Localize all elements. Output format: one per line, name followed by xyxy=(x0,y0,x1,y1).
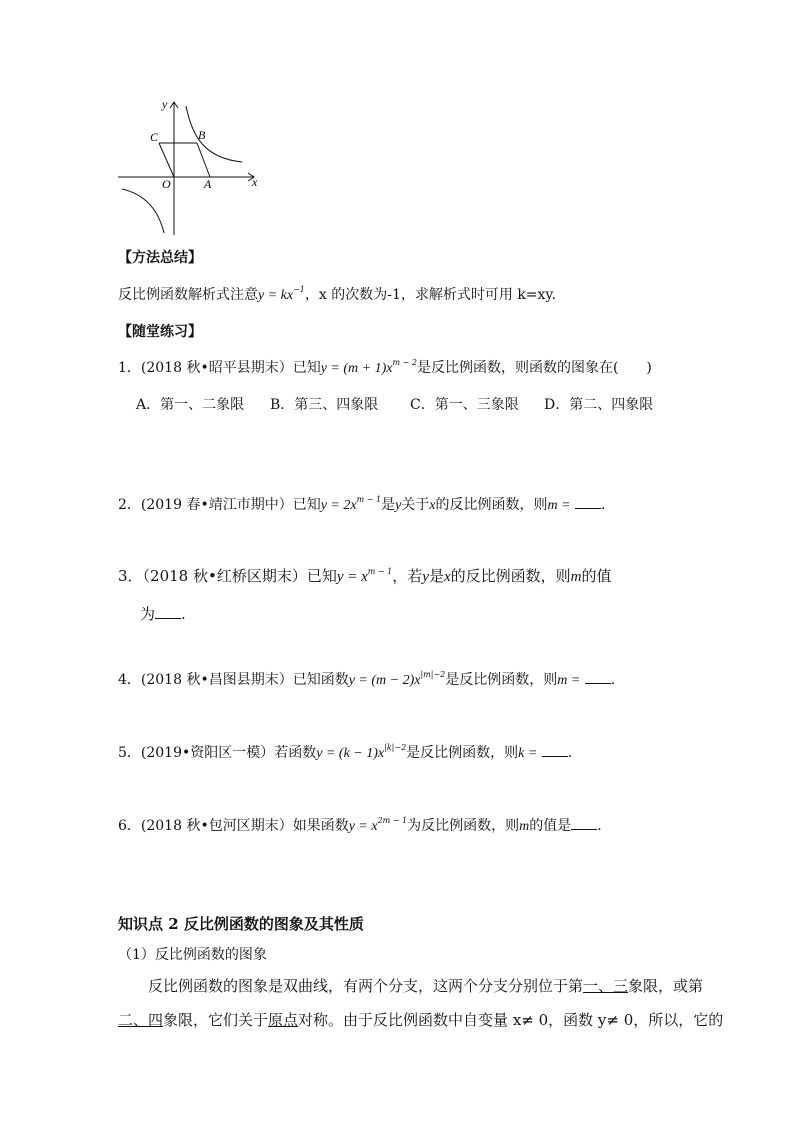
q1-option-b[interactable]: B．第三、四象限 xyxy=(270,397,379,413)
q2-answer-var: m = xyxy=(547,498,571,513)
q4-prefix: 4．(2018 秋•昌图县期末）已知函数 xyxy=(118,672,349,688)
method-text-before: 反比例函数解析式注意 xyxy=(118,287,258,303)
q6-suffix: 为反比例函数，则 xyxy=(407,818,520,834)
q3-exp: m − 1 xyxy=(367,567,393,576)
p2-text-a: 象限，它们关于 xyxy=(163,1011,269,1029)
q5-answer-blank[interactable] xyxy=(542,744,568,757)
section-2-subtitle: （1）反比例函数的图象 xyxy=(118,947,267,963)
p1-underline-1: 一、三 xyxy=(583,977,629,995)
q4-formula: y = (m − 2)x xyxy=(348,673,421,688)
q3-formula: y = x xyxy=(336,569,368,585)
question-4 xyxy=(118,670,615,692)
question-5 xyxy=(118,743,572,765)
q4-exp: |m|−2 xyxy=(420,670,446,679)
q5-end: . xyxy=(567,745,573,761)
q2-formula: y = 2x xyxy=(320,498,357,513)
label-x: x xyxy=(252,175,258,189)
hyperbola-graph xyxy=(112,96,272,241)
q4-answer-blank[interactable] xyxy=(585,671,611,684)
q3-end2: . xyxy=(181,605,186,623)
p2-underline-2: 原点 xyxy=(268,1011,299,1029)
question-3-line-2 xyxy=(140,603,186,625)
q4-end: . xyxy=(610,672,616,688)
q6-var-m: m xyxy=(519,819,530,834)
segment-ba xyxy=(197,143,210,177)
q2-suffix: 的反比例函数，则 xyxy=(435,497,548,513)
label-y: y xyxy=(162,97,168,111)
q3-mid: ，若 xyxy=(392,567,423,585)
q2-prefix: 2．(2019 春•靖江市期中）已知 xyxy=(118,497,321,513)
label-o: O xyxy=(162,177,171,191)
question-2 xyxy=(118,495,605,517)
method-text-after: ，x 的次数为-1，求解析式时可用 k=xy. xyxy=(304,287,556,303)
q3-suffix: 的反比例函数，则 xyxy=(450,567,571,585)
q1-prefix: 1．(2018 秋•昭平县期末）已知 xyxy=(118,360,321,376)
q3-var-y: y xyxy=(422,569,429,585)
p2-text-b: 对称。由于反比例函数中自变量 x≠ 0，函数 y≠ 0，所以，它的 xyxy=(298,1011,724,1029)
q1-exp: m − 2 xyxy=(392,358,417,367)
q6-exp: 2m − 1 xyxy=(377,816,408,825)
q5-formula: y = (k − 1)x xyxy=(316,746,385,761)
method-formula-exp: −1 xyxy=(293,285,305,294)
q4-suffix: 是反比例函数，则 xyxy=(445,672,558,688)
method-formula: y = kx xyxy=(258,288,294,303)
q2-var-x: x xyxy=(429,498,436,513)
section-2-title: 知识点 2 反比例函数的图象及其性质 xyxy=(118,915,364,933)
q3-answer-blank[interactable] xyxy=(155,606,181,619)
q6-prefix: 6．(2018 秋•包河区期末）如果函数 xyxy=(118,818,349,834)
label-b: B xyxy=(198,128,206,142)
p1-text-b: 象限，或第 xyxy=(628,977,704,995)
method-text xyxy=(118,285,556,307)
label-c: C xyxy=(150,130,159,144)
segment-co xyxy=(159,143,174,177)
q2-exp: m − 1 xyxy=(356,495,382,504)
section-2-paragraph-line-2 xyxy=(118,1009,723,1031)
q5-exp: |k|−2 xyxy=(384,743,407,752)
q2-end: . xyxy=(601,497,606,513)
question-1 xyxy=(118,358,652,380)
p1-text-a: 反比例函数的图象是双曲线，有两个分支，这两个分支分别位于第 xyxy=(148,977,584,995)
q2-mid2: 关于 xyxy=(401,497,430,513)
question-6 xyxy=(118,816,602,838)
q5-prefix: 5．(2019•资阳区一模）若函数 xyxy=(118,745,317,761)
section-2-paragraph-line-1 xyxy=(148,975,703,997)
q2-var-y: y xyxy=(395,498,402,513)
q5-suffix: 是反比例函数，则 xyxy=(406,745,519,761)
q3-prefix: 3．（2018 秋•红桥区期末）已知 xyxy=(118,567,337,585)
method-heading: 【方法总结】 xyxy=(118,250,202,266)
q1-option-c[interactable]: C．第一、三象限 xyxy=(410,397,519,413)
q1-option-d[interactable]: D．第二、四象限 xyxy=(544,397,654,413)
q4-answer-var: m = xyxy=(557,673,581,688)
q2-answer-blank[interactable] xyxy=(575,496,601,509)
q6-end: . xyxy=(597,818,602,834)
question-3 xyxy=(118,565,612,590)
q3-end1: 的值 xyxy=(581,567,612,585)
q3-var-m: m xyxy=(570,569,582,585)
practice-heading: 【随堂练习】 xyxy=(118,324,202,340)
q6-formula: y = x xyxy=(348,819,378,834)
q1-formula: y = (m + 1)x xyxy=(320,361,393,376)
q6-suffix2: 的值是 xyxy=(529,818,572,834)
q1-option-a[interactable]: A．第一、二象限 xyxy=(136,397,245,413)
hyperbola-branch-third xyxy=(122,189,164,233)
p2-underline-1: 二、四 xyxy=(118,1011,164,1029)
q2-mid: 是 xyxy=(381,497,396,513)
hyperbola-branch-first xyxy=(186,106,242,162)
q6-answer-blank[interactable] xyxy=(571,817,597,830)
label-a: A xyxy=(204,177,212,191)
q3-mid2: 是 xyxy=(428,567,444,585)
q5-answer-var: k = xyxy=(518,746,538,761)
question-1-options xyxy=(136,395,653,415)
q3-line2: 为 xyxy=(140,605,156,623)
q1-suffix: 是反比例函数，则函数的图象在( ) xyxy=(416,360,652,376)
q3-var-x: x xyxy=(443,569,451,585)
